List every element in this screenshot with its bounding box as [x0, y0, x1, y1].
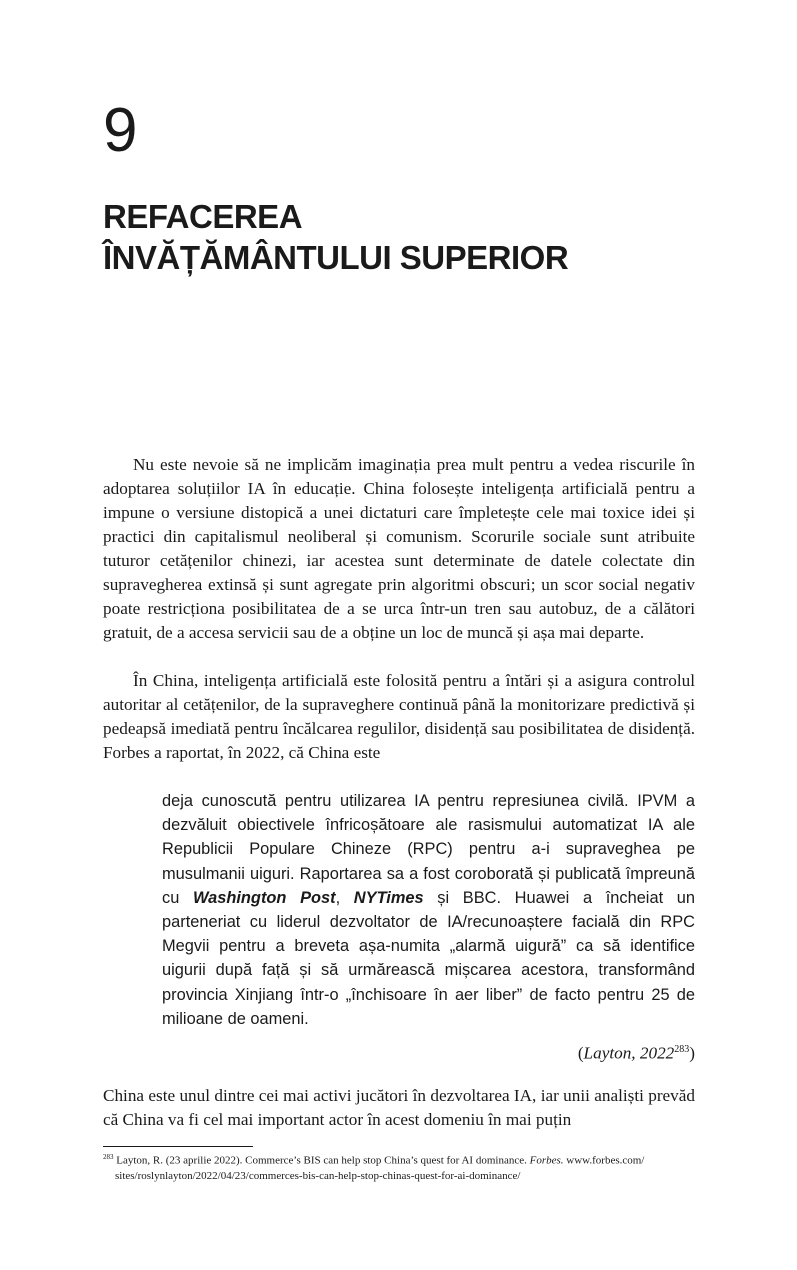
block-quote: [162, 789, 695, 1031]
footnote-url-start[interactable]: www.forbes.com/: [563, 1154, 645, 1167]
quote-text-1: deja cunoscută pentru utilizarea IA pentru represiunea civilă. IPVM a dezvăluit obiectivele înfricoșătoare ale rasismului automatizat IA ale Republicii Populare Chineze (RPC) pentru a-i supraveghea pe musulmanii uiguri. Raportarea sa a fost coroborată și publicată împreună cu: [162, 792, 695, 907]
quote-source-washington-post: Washington Post: [192, 888, 336, 907]
chapter-title: [103, 196, 723, 278]
quote-source-nytimes: NYTimes: [353, 888, 424, 907]
chapter-title-line-2: ÎNVĂȚĂMÂNTULUI SUPERIOR: [103, 239, 569, 276]
citation-open-paren: (: [577, 1043, 584, 1063]
footnote-url-continuation[interactable]: sites/roslynlayton/2022/04/23/commerces-bis-can-help-stop-chinas-quest-for-ai-dominance/: [115, 1169, 521, 1182]
citation-close-paren: ): [689, 1043, 695, 1063]
quote-separator: ,: [335, 888, 354, 907]
body-paragraph-3: China este unul dintre cei mai activi jucători în dezvoltarea IA, iar unii analiști prevăd că China va fi cel mai important actor în acest domeniu în mai puțin: [103, 1086, 695, 1129]
footnote-divider: [103, 1146, 253, 1147]
footnote-reference[interactable]: 283: [674, 1044, 690, 1055]
footnote-source: Forbes.: [529, 1154, 564, 1167]
footnote: [103, 1150, 695, 1184]
body-paragraph-2: În China, inteligența artificială este folosită pentru a întări și a asigura controlul autoritar al cetățenilor, de la supraveghere continuă până la monitorizare predictivă și pedeapsă imediată pentru încălcarea regulilor, disidență sau posibilitatea de disidență. Forbes a raportat, în 2022, că China este: [103, 671, 695, 762]
chapter-title-line-1: REFACEREA: [103, 198, 303, 235]
footnote-number: 283: [103, 1153, 114, 1161]
chapter-number: 9: [103, 96, 138, 165]
citation-text: Layton, 2022: [583, 1043, 675, 1063]
body-paragraph-1: Nu este nevoie să ne implicăm imaginația prea mult pentru a vedea riscurile în adoptarea soluțiilor IA în educație. China folosește inteligența artificială pentru a impune o versiune distopică a unei dictaturi care împletește cele mai toxice idei și practici din capitalismul neoliberal și comunism. Scorurile sociale sunt atribuite tuturor cetățenilor chinezi, iar acestea sunt determinate de datele colectate din supravegherea extinsă și sunt agregate prin algoritmi obscuri; un scor social negativ poate restricționa posibilitatea de a se urca într-un tren sau autobuz, de a călători gratuit, de a accesa servicii sau de a obține un loc de muncă și așa mai departe.: [103, 455, 695, 642]
quote-text-2: și BBC. Huawei a încheiat un parteneriat cu liderul dezvoltator de IA/recunoaștere facială din RPC Megvii pentru a breveta așa-numita „alarmă uigură” ca să identifice uigurii după față și să urmărească mișcarea acestora, transformând provincia Xinjiang într-o „închisoare în aer liber” de facto pentru 25 de milioane de oameni.: [162, 888, 695, 1028]
footnote-text-1: Layton, R. (23 aprilie 2022). Commerce’s BIS can help stop China’s quest for AI dominance.: [113, 1154, 530, 1167]
quote-citation: [578, 1038, 695, 1066]
